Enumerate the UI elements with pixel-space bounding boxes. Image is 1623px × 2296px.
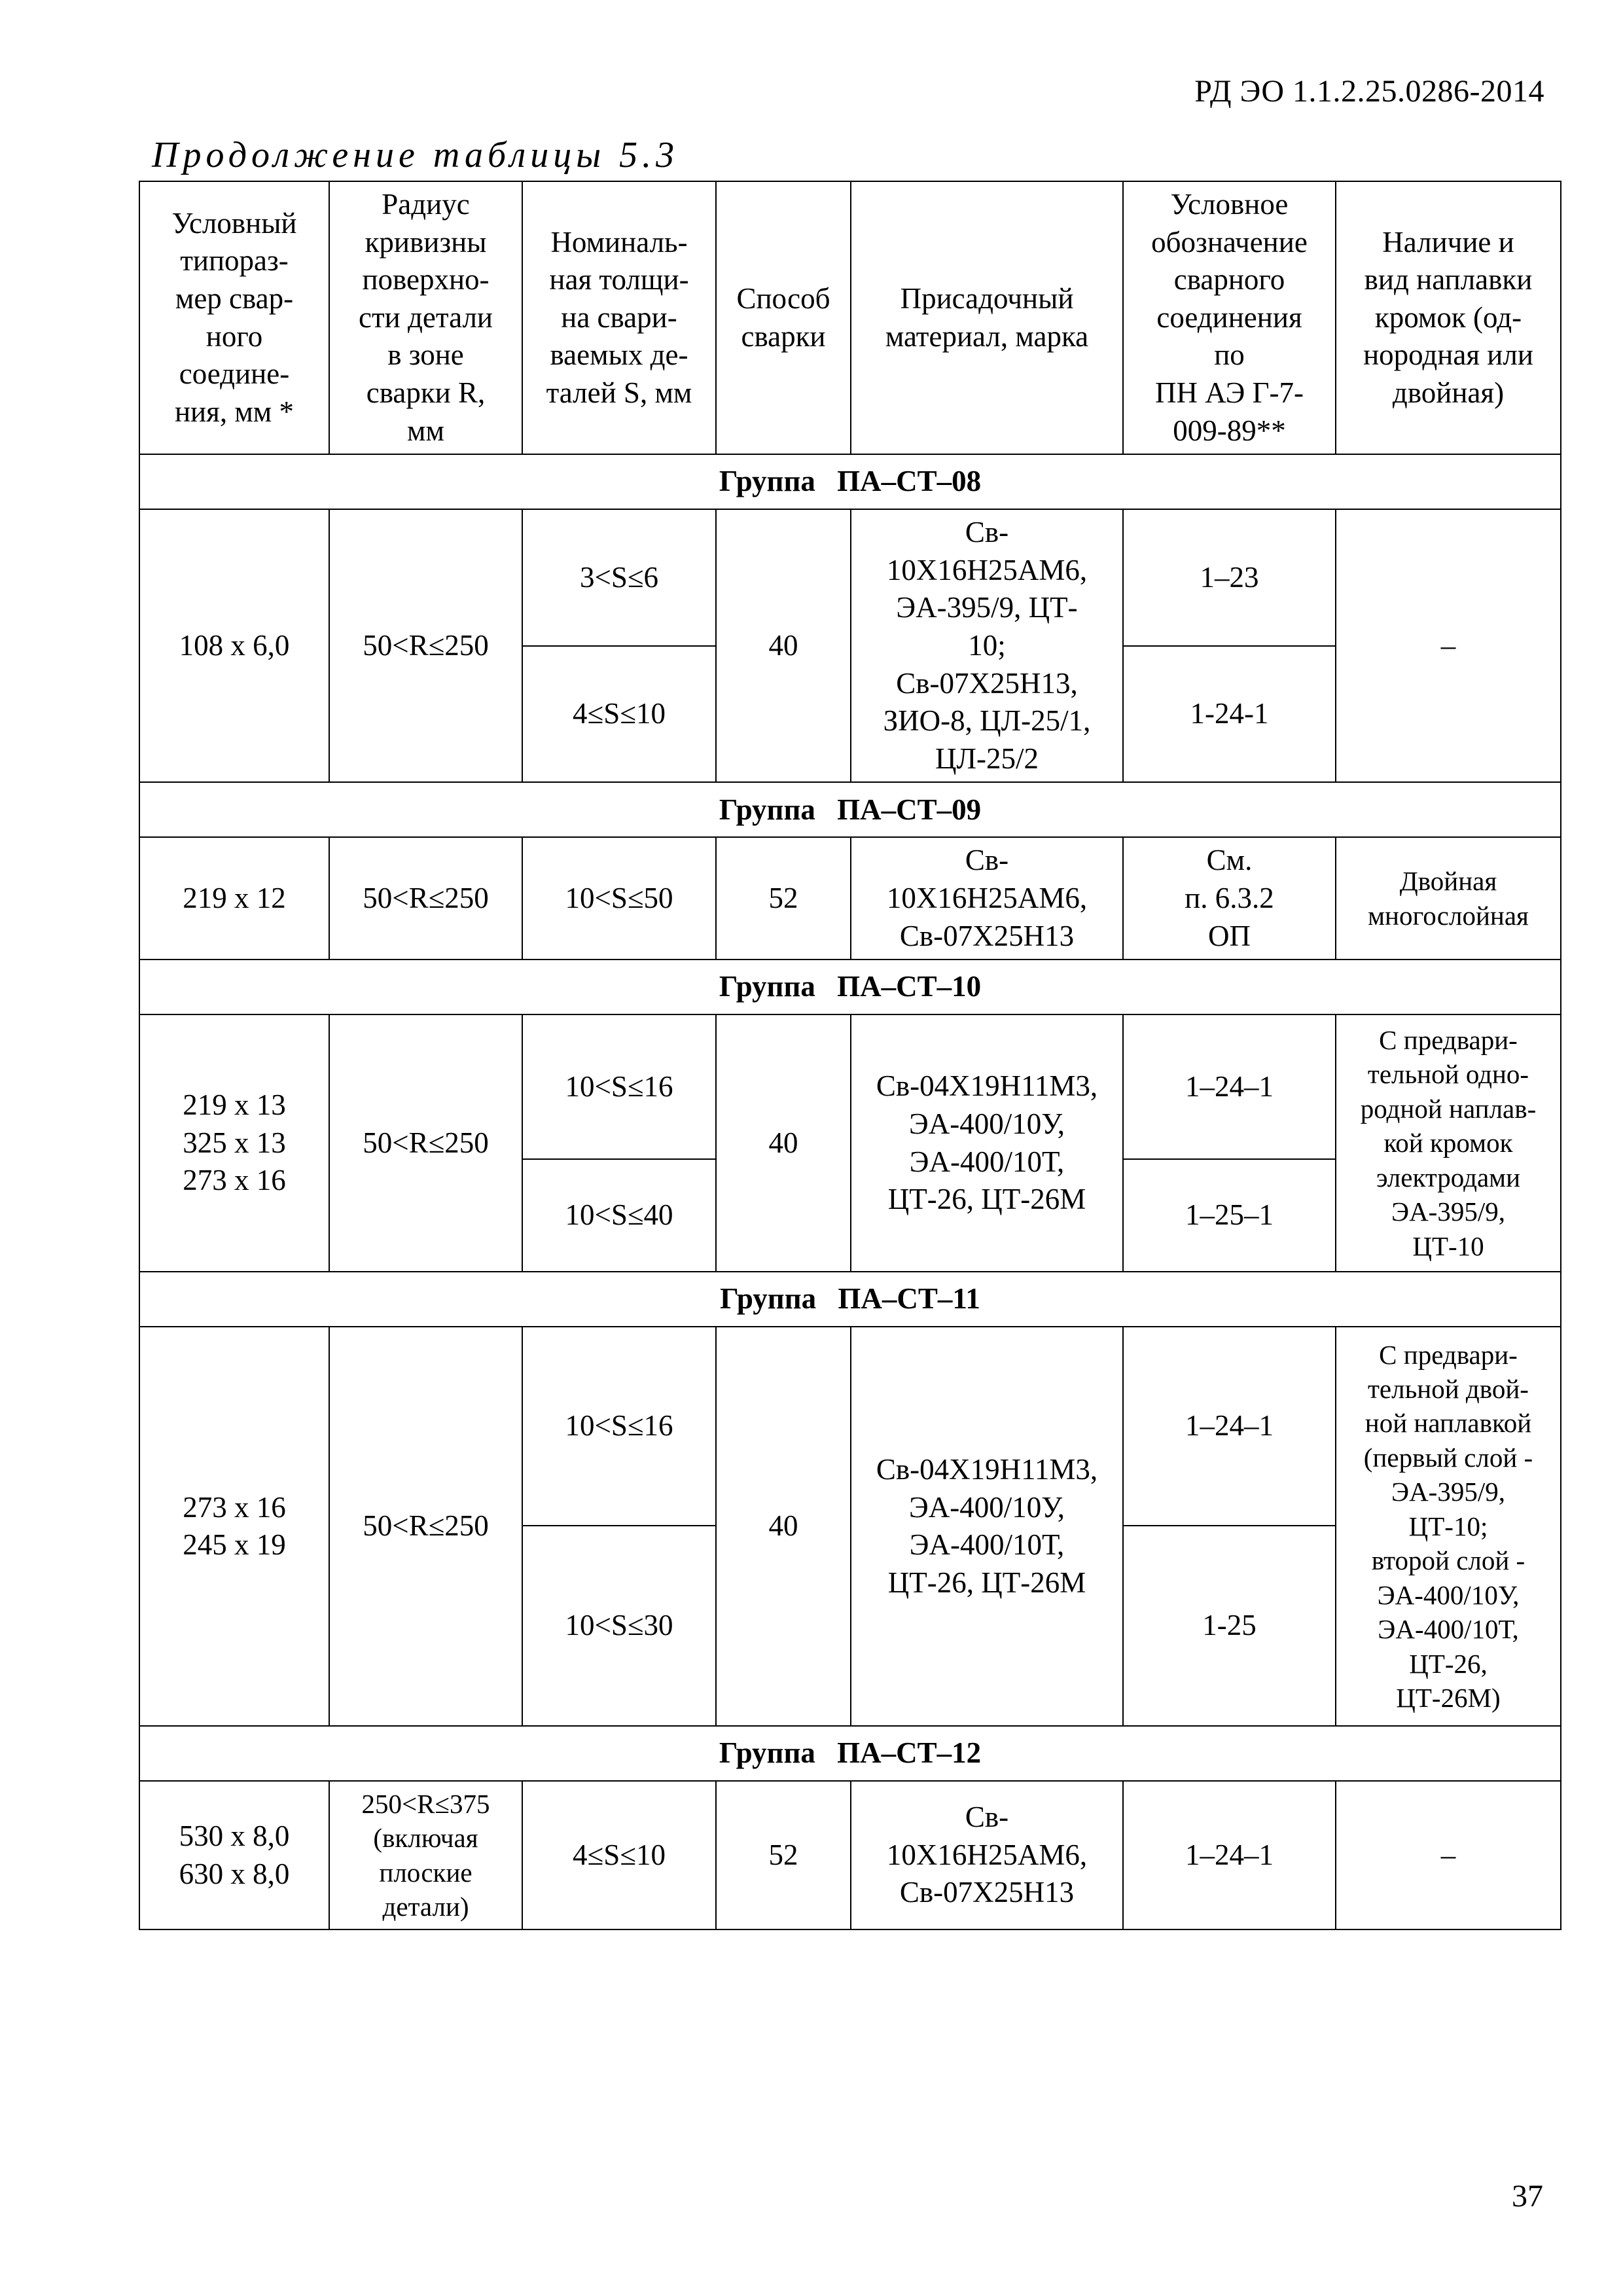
cell-radius: 50<R≤250 <box>329 837 522 960</box>
cell-filler: Св-04Х19Н11М3, ЭА-400/10У, ЭА-400/10Т, ЦТ-26, ЦТ-26М <box>851 1014 1123 1272</box>
table-row <box>139 1014 1561 1159</box>
cell-size: 273 х 16 245 х 19 <box>139 1327 329 1726</box>
cell-filler: Св- 10Х16Н25АМ6, Св-07Х25Н13 <box>851 837 1123 960</box>
cell-designation: 1–25–1 <box>1123 1159 1336 1272</box>
group-title: Группа ПА–СТ–12 <box>139 1726 1561 1781</box>
column-header-size: Условный типораз- мер свар- ного соедине- ния, мм * <box>139 181 329 454</box>
page-number: 37 <box>1512 2179 1543 2214</box>
group-row <box>139 454 1561 509</box>
cell-radius: 50<R≤250 <box>329 1014 522 1272</box>
column-header-radius: Радиус кривизны поверхно- сти детали в зоне сварки R, мм <box>329 181 522 454</box>
cell-designation: См. п. 6.3.2 ОП <box>1123 837 1336 960</box>
column-header-filler: Присадочный материал, марка <box>851 181 1123 454</box>
cell-method: 40 <box>716 509 851 782</box>
cell-method: 40 <box>716 1327 851 1726</box>
cell-overlay: – <box>1336 1781 1561 1929</box>
cell-size: 530 х 8,0 630 х 8,0 <box>139 1781 329 1929</box>
header-row <box>139 181 1561 454</box>
document-code: РД ЭО 1.1.2.25.0286-2014 <box>1194 74 1544 109</box>
cell-designation: 1–24–1 <box>1123 1327 1336 1526</box>
cell-thickness: 4≤S≤10 <box>522 646 716 783</box>
cell-radius: 50<R≤250 <box>329 1327 522 1726</box>
group-title: Группа ПА–СТ–09 <box>139 782 1561 837</box>
table-continuation-title: Продолжение таблицы 5.3 <box>152 135 679 175</box>
group-title: Группа ПА–СТ–10 <box>139 960 1561 1014</box>
cell-method: 52 <box>716 837 851 960</box>
cell-overlay: – <box>1336 509 1561 782</box>
cell-filler: Св- 10Х16Н25АМ6, Св-07Х25Н13 <box>851 1781 1123 1929</box>
group-title: Группа ПА–СТ–08 <box>139 454 1561 509</box>
cell-designation: 1–24–1 <box>1123 1781 1336 1929</box>
cell-overlay: Двойная многослойная <box>1336 837 1561 960</box>
column-header-designation: Условное обозначение сварного соединения по ПН АЭ Г-7- 009-89** <box>1123 181 1336 454</box>
table-row <box>139 1781 1561 1929</box>
cell-designation: 1-24-1 <box>1123 646 1336 783</box>
group-title: Группа ПА–СТ–11 <box>139 1272 1561 1327</box>
cell-size: 108 х 6,0 <box>139 509 329 782</box>
welding-table <box>139 181 1561 1930</box>
table-row <box>139 509 1561 646</box>
column-header-thickness: Номиналь- ная толщи- на свари- ваемых де- талей S, мм <box>522 181 716 454</box>
group-row <box>139 1726 1561 1781</box>
cell-size: 219 х 12 <box>139 837 329 960</box>
group-row <box>139 782 1561 837</box>
cell-thickness: 4≤S≤10 <box>522 1781 716 1929</box>
table-row <box>139 837 1561 960</box>
cell-designation: 1-25 <box>1123 1526 1336 1726</box>
cell-filler: Св- 10Х16Н25АМ6, ЭА-395/9, ЦТ- 10; Св-07Х25Н13, ЗИО-8, ЦЛ-25/1, ЦЛ-25/2 <box>851 509 1123 782</box>
table-row <box>139 1327 1561 1526</box>
cell-thickness: 10<S≤16 <box>522 1014 716 1159</box>
cell-thickness: 10<S≤50 <box>522 837 716 960</box>
group-row <box>139 1272 1561 1327</box>
cell-method: 52 <box>716 1781 851 1929</box>
cell-method: 40 <box>716 1014 851 1272</box>
cell-thickness: 10<S≤30 <box>522 1526 716 1726</box>
cell-overlay: С предвари- тельной одно- родной наплав- кой кромок электродами ЭА-395/9, ЦТ-10 <box>1336 1014 1561 1272</box>
cell-thickness: 3<S≤6 <box>522 509 716 646</box>
column-header-method: Способ сварки <box>716 181 851 454</box>
cell-size: 219 х 13 325 х 13 273 х 16 <box>139 1014 329 1272</box>
cell-thickness: 10<S≤40 <box>522 1159 716 1272</box>
cell-thickness: 10<S≤16 <box>522 1327 716 1526</box>
cell-radius: 250<R≤375 (включая плоские детали) <box>329 1781 522 1929</box>
column-header-overlay: Наличие и вид наплавки кромок (од- нородная или двойная) <box>1336 181 1561 454</box>
cell-filler: Св-04Х19Н11М3, ЭА-400/10У, ЭА-400/10Т, ЦТ-26, ЦТ-26М <box>851 1327 1123 1726</box>
cell-designation: 1–24–1 <box>1123 1014 1336 1159</box>
cell-radius: 50<R≤250 <box>329 509 522 782</box>
cell-overlay: С предвари- тельной двой- ной наплавкой (первый слой - ЭА-395/9, ЦТ-10; второй слой - ЭА-400/10У, ЭА-400/10Т, ЦТ-26, ЦТ-26М) <box>1336 1327 1561 1726</box>
group-row <box>139 960 1561 1014</box>
cell-designation: 1–23 <box>1123 509 1336 646</box>
